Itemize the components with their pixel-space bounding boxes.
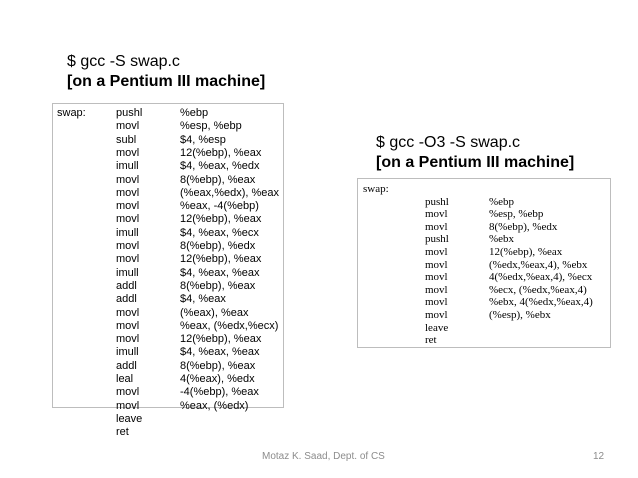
code-line [53, 107, 283, 120]
code-line [53, 120, 283, 133]
code-line [358, 296, 610, 309]
right-command: $ gcc -O3 -S swap.c [376, 134, 521, 151]
instruction-operands: 8(%ebp), %eax [180, 279, 256, 292]
code-line [53, 346, 283, 359]
instruction-operands: 12(%ebp), %eax [180, 333, 262, 346]
instruction-operands: $4, %eax [180, 293, 226, 306]
code-line [358, 233, 610, 246]
instruction-operands: 8(%ebp), %edx [180, 240, 256, 252]
instruction-opcode: addl [116, 293, 137, 306]
instruction-operands: 4(%edx,%eax,4), %ecx [489, 271, 593, 284]
instruction-operands: %eax, -4(%ebp) [180, 200, 259, 213]
instruction-operands: (%eax), %eax [180, 306, 249, 319]
code-line [358, 322, 610, 335]
instruction-opcode: movl [116, 240, 140, 252]
instruction-opcode: leave [425, 321, 449, 334]
code-line [358, 259, 610, 272]
left-code-label: swap: [57, 107, 86, 119]
code-line [53, 386, 283, 399]
instruction-opcode: movl [116, 186, 140, 199]
instruction-opcode: imull [116, 266, 139, 279]
instruction-operands: 8(%ebp), %edx [489, 220, 558, 233]
code-line [53, 400, 283, 413]
instruction-opcode: movl [116, 120, 140, 133]
instruction-operands: 12(%ebp), %eax [180, 213, 262, 226]
code-line [358, 196, 610, 209]
right-code-label: swap: [363, 183, 389, 195]
instruction-opcode: movl [425, 246, 448, 258]
instruction-operands: %eax, (%edx) [180, 399, 249, 412]
page-number: 12 [593, 451, 605, 462]
instruction-opcode: pushl [425, 195, 449, 208]
left-code-block [52, 103, 284, 439]
left-heading [67, 52, 265, 92]
instruction-operands: $4, %eax, %eax [180, 346, 260, 359]
instruction-operands: (%eax,%edx), %eax [180, 186, 280, 199]
code-line [53, 320, 283, 333]
instruction-opcode: movl [116, 386, 140, 399]
instruction-opcode: imull [116, 160, 139, 173]
instruction-operands: 8(%ebp), %eax [180, 359, 256, 372]
instruction-opcode: movl [116, 253, 140, 266]
instruction-operands: 8(%ebp), %eax [180, 173, 256, 186]
instruction-operands: -4(%ebp), %eax [180, 386, 259, 399]
instruction-operands: (%edx,%eax,4), %ebx [489, 258, 588, 271]
instruction-operands: (%esp), %ebx [489, 309, 551, 321]
instruction-operands: %esp, %ebp [489, 208, 544, 221]
instruction-operands: %ebx, 4(%edx,%eax,4) [489, 296, 593, 309]
instruction-opcode: leave [116, 412, 143, 425]
code-line [53, 227, 283, 240]
right-heading [376, 133, 574, 173]
code-line [358, 271, 610, 284]
code-line [358, 334, 610, 347]
footer-author: Motaz K. Saad, Dept. of CS [262, 451, 385, 462]
instruction-operands: $4, %eax, %eax [180, 266, 260, 279]
code-line [53, 213, 283, 226]
instruction-opcode: addl [116, 279, 137, 292]
instruction-opcode: movl [116, 333, 140, 346]
code-line [53, 413, 283, 426]
left-machine-note: [on a Pentium III machine] [67, 73, 266, 90]
instruction-opcode: pushl [116, 107, 143, 119]
code-line [53, 267, 283, 280]
code-line [53, 187, 283, 200]
instruction-opcode: movl [116, 146, 140, 159]
instruction-opcode: addl [116, 359, 137, 372]
code-line [53, 293, 283, 306]
code-line [53, 307, 283, 320]
code-line [53, 280, 283, 293]
instruction-operands: %ebp [489, 195, 515, 208]
instruction-opcode: leal [116, 373, 134, 385]
instruction-operands: %ebx [489, 233, 515, 246]
instruction-opcode: movl [116, 213, 140, 226]
instruction-opcode: movl [116, 173, 140, 186]
right-machine-note: [on a Pentium III machine] [376, 154, 575, 171]
code-line [358, 208, 610, 221]
instruction-opcode: pushl [425, 233, 449, 246]
instruction-operands: 12(%ebp), %eax [489, 246, 563, 258]
instruction-opcode: ret [116, 426, 129, 439]
instruction-operands: %esp, %ebp [180, 120, 242, 133]
instruction-operands: $4, %eax, %edx [180, 160, 260, 173]
instruction-opcode: imull [116, 226, 139, 239]
instruction-opcode: movl [116, 399, 140, 412]
instruction-operands: 12(%ebp), %eax [180, 253, 262, 266]
instruction-operands: $4, %eax, %ecx [180, 226, 259, 239]
instruction-operands: 4(%eax), %edx [180, 373, 255, 385]
code-line [53, 253, 283, 266]
instruction-opcode: movl [425, 283, 448, 296]
code-line [53, 174, 283, 187]
instruction-operands: %ecx, (%edx,%eax,4) [489, 283, 587, 296]
code-line [53, 147, 283, 160]
code-line [53, 333, 283, 346]
right-code-block [357, 178, 611, 348]
instruction-opcode: movl [116, 200, 140, 213]
instruction-operands: %ebp [180, 107, 209, 119]
instruction-opcode: subl [116, 133, 137, 146]
instruction-opcode: movl [116, 306, 140, 319]
instruction-opcode: movl [425, 271, 448, 284]
code-line [53, 426, 283, 439]
code-line [358, 221, 610, 234]
code-line [358, 284, 610, 297]
instruction-opcode: movl [425, 296, 448, 309]
instruction-opcode: movl [425, 220, 448, 233]
instruction-opcode: movl [425, 258, 448, 271]
left-command: $ gcc -S swap.c [67, 53, 180, 70]
code-line [53, 160, 283, 173]
instruction-opcode: movl [425, 208, 448, 221]
instruction-operands: $4, %esp [180, 133, 226, 146]
code-line [53, 134, 283, 147]
code-line [358, 246, 610, 259]
code-line [53, 200, 283, 213]
instruction-opcode: ret [425, 334, 437, 347]
code-line [358, 309, 610, 322]
instruction-opcode: movl [425, 309, 448, 321]
instruction-opcode: movl [116, 319, 140, 332]
instruction-opcode: imull [116, 346, 139, 359]
instruction-operands: %eax, (%edx,%ecx) [180, 319, 279, 332]
code-line [53, 240, 283, 253]
instruction-operands: 12(%ebp), %eax [180, 146, 262, 159]
code-line [53, 373, 283, 386]
code-line [53, 360, 283, 373]
